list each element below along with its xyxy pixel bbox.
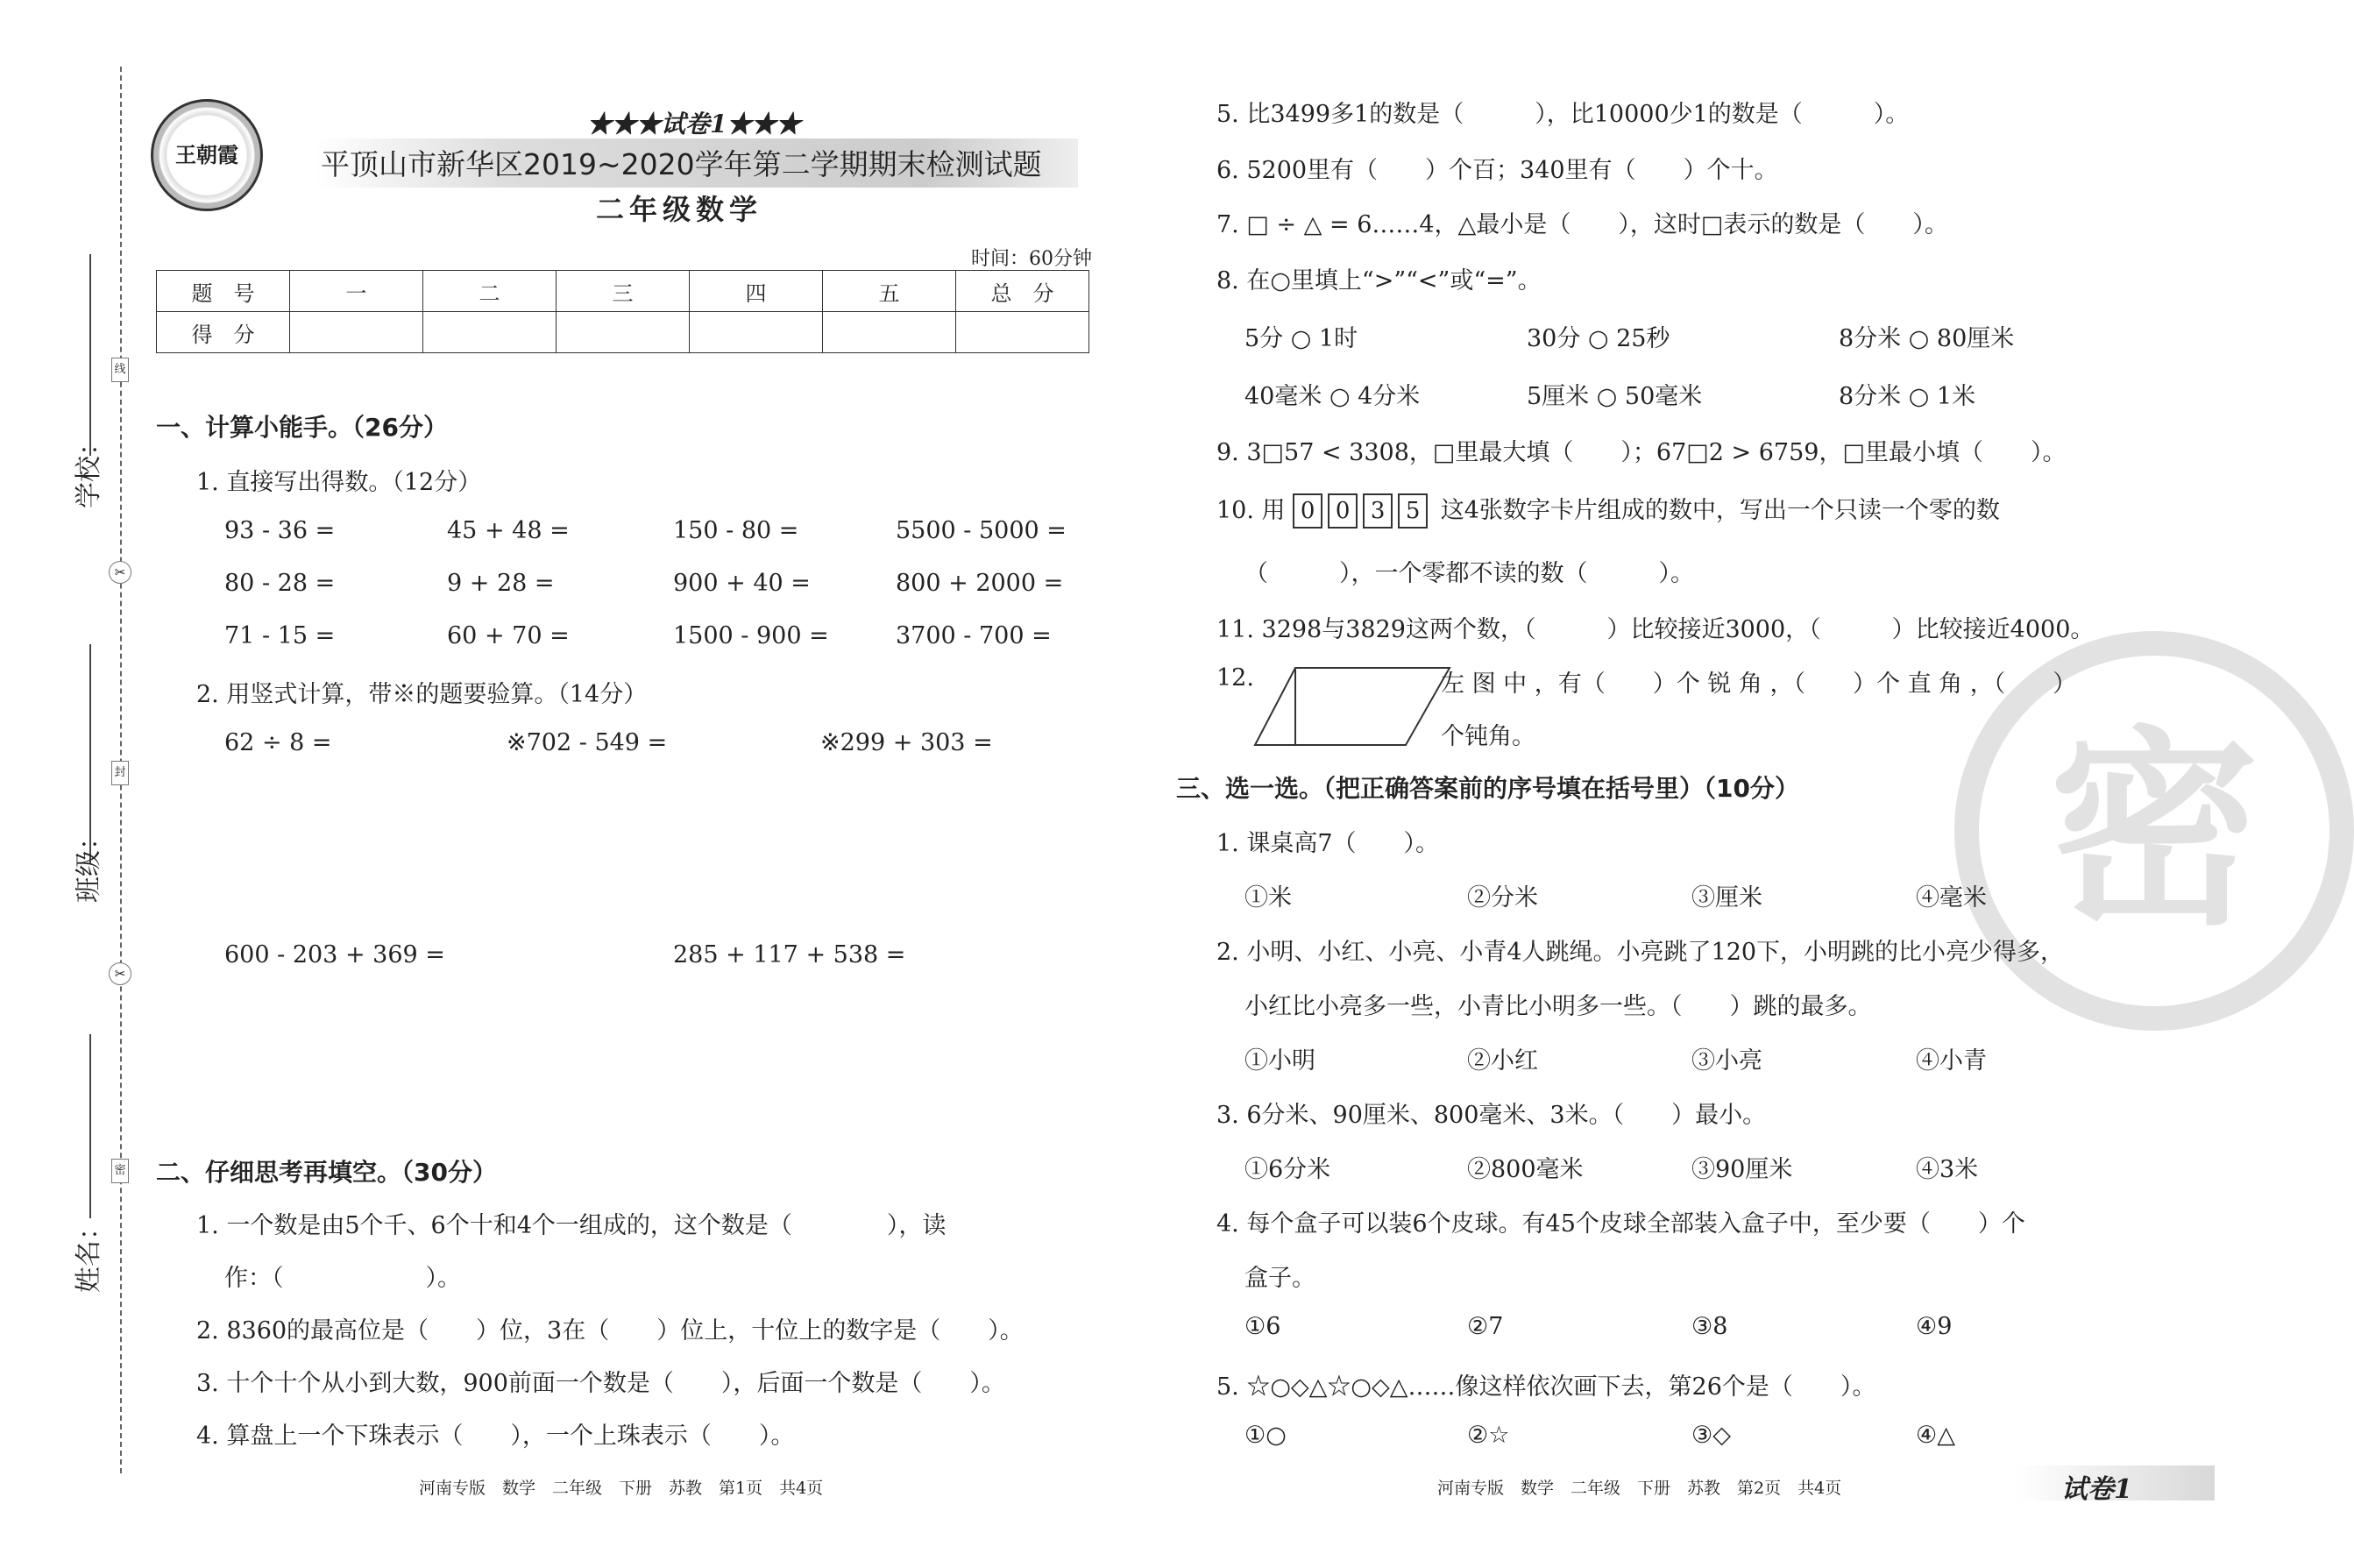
s3-q2-line2: 小红比小亮多一些，小青比小明多一些。（ ）跳的最多。 [1244, 993, 1872, 1020]
s2-q10-prefix: 10. 用 [1216, 497, 1286, 524]
compare-item: 30分 ○ 25秒 [1527, 325, 1670, 352]
calc-item: 93 - 36 = [224, 517, 336, 544]
score-cell: 总 分 [956, 271, 1089, 312]
digit-card: 0 [1328, 493, 1358, 529]
s2-q10-line1 [1216, 491, 2000, 529]
vertical-calc-item: 62 ÷ 8 = [224, 729, 332, 756]
choice-option: ②☆ [1467, 1422, 1510, 1449]
s2-q9: 9. 3□57 < 3308，□里最大填（ ）；67□2 > 6759，□里最小填（ ）。 [1216, 439, 2067, 466]
choice-option: ④小青 [1916, 1047, 1987, 1075]
choice-option: ②小红 [1467, 1047, 1538, 1075]
calc-item: 45 + 48 = [447, 517, 570, 544]
choice-option: ④3米 [1916, 1156, 1979, 1183]
s2-q12-line1: 左 图 中 ，有（ ）个 锐 角 ，（ ）个 直 角 ，（ ） [1441, 670, 2077, 698]
s2-q1-line2: 作：（ ）。 [224, 1265, 461, 1292]
score-cell: 得 分 [157, 312, 290, 353]
s3-q2-line1: 2. 小明、小红、小亮、小青4人跳绳。小亮跳了120下，小明跳的比小亮少得多， [1216, 939, 2065, 966]
choice-option: ④毫米 [1916, 884, 1987, 912]
digit-card: 3 [1363, 493, 1393, 529]
footer-left: 河南专版 数学 二年级 下册 苏教 第1页 共4页 [419, 1479, 824, 1498]
exam-subtitle: 二年级数学 [596, 193, 763, 226]
digit-card: 5 [1398, 493, 1428, 529]
score-cell: 四 [690, 271, 823, 312]
vertical-calc-item: ※702 - 549 = [507, 729, 668, 756]
score-input-cell[interactable] [423, 312, 557, 353]
s2-q4: 4. 算盘上一个下珠表示（ ），一个上珠表示（ ）。 [196, 1423, 795, 1450]
compare-item: 5厘米 ○ 50毫米 [1527, 383, 1703, 410]
score-table [156, 270, 1089, 353]
footer-tag: 试卷1 [2061, 1474, 2132, 1505]
binding-tag-line: 线 [111, 358, 129, 382]
digit-card: 0 [1293, 493, 1322, 529]
s1-q1: 1. 直接写出得数。（12分） [196, 469, 482, 496]
s2-q7: 7. □ ÷ △ = 6……4，△最小是（ ），这时□表示的数是（ ）。 [1216, 211, 1948, 238]
exam-time: 时间：60分钟 [971, 248, 1092, 270]
s2-q8: 8. 在○里填上“>”“<”或“=”。 [1216, 267, 1542, 294]
vertical-calc-item: 285 + 117 + 538 = [673, 941, 906, 968]
calc-item: 1500 - 900 = [673, 622, 829, 649]
secret-stamp: 密 [1954, 631, 2354, 1031]
section3-title: 三、选一选。（把正确答案前的序号填在括号里）（10分） [1176, 774, 1799, 803]
choice-option: ③小亮 [1691, 1047, 1762, 1075]
score-table-header-row [157, 271, 1089, 312]
section1-title: 一、计算小能手。（26分） [156, 413, 448, 442]
choice-option: ①小明 [1244, 1047, 1315, 1075]
s2-q5: 5. 比3499多1的数是（ ），比10000少1的数是（ ）。 [1216, 101, 1910, 128]
choice-option: ③◇ [1691, 1422, 1731, 1449]
score-cell: 题 号 [157, 271, 290, 312]
binding-tag-seal: 封 [111, 761, 129, 785]
name-line [89, 1034, 91, 1218]
name-label: 姓名： [74, 1214, 104, 1293]
score-input-cell[interactable] [823, 312, 956, 353]
s3-q4-line1: 4. 每个盒子可以装6个皮球。有45个皮球全部装入盒子中，至少要（ ）个 [1216, 1210, 2025, 1238]
s3-q4-line2: 盒子。 [1244, 1265, 1315, 1292]
exam-title: 平顶山市新华区2019~2020学年第二学期期末检测试题 [321, 147, 1042, 181]
calc-item: 71 - 15 = [224, 622, 336, 649]
choice-option: ③8 [1691, 1313, 1728, 1340]
s2-q2: 2. 8360的最高位是（ ）位，3在（ ）位上，十位上的数字是（ ）。 [196, 1317, 1024, 1345]
calc-item: 80 - 28 = [224, 570, 336, 597]
s2-q11: 11. 3298与3829这两个数，（ ）比较接近3000，（ ）比较接近4000。 [1216, 616, 2095, 643]
s3-q3: 3. 6分米、90厘米、800毫米、3米。（ ）最小。 [1216, 1102, 1767, 1129]
choice-option: ①○ [1244, 1422, 1287, 1449]
s1-q2: 2. 用竖式计算，带※的题要验算。（14分） [196, 681, 648, 708]
score-input-cell[interactable] [557, 312, 690, 353]
compare-item: 8分米 ○ 1米 [1839, 383, 1976, 410]
compare-item: 5分 ○ 1时 [1244, 325, 1358, 352]
s2-q10-suffix: 这4张数字卡片组成的数中，写出一个只读一个零的数 [1440, 497, 2000, 524]
score-cell: 五 [823, 271, 956, 312]
score-cell: 二 [423, 271, 557, 312]
choice-option: ①米 [1244, 884, 1292, 912]
s3-q5: 5. ☆○◇△☆○◇△……像这样依次画下去，第26个是（ ）。 [1216, 1373, 1876, 1401]
series-label: ★★★试卷1★★★ [587, 110, 801, 138]
choice-option: ④9 [1916, 1313, 1953, 1340]
calc-item: 60 + 70 = [447, 622, 570, 649]
s2-q10-line2: （ ），一个零都不读的数（ ）。 [1244, 560, 1694, 587]
calc-item: 800 + 2000 = [896, 570, 1064, 597]
s2-q1-line1: 1. 一个数是由5个千、6个十和4个一组成的，这个数是（ ），读 [196, 1212, 947, 1239]
section2-title: 二、仔细思考再填空。（30分） [156, 1158, 497, 1187]
scissors-icon: ✂ [109, 962, 131, 985]
s3-q1: 1. 课桌高7（ ）。 [1216, 830, 1440, 857]
school-label: 学校： [74, 429, 104, 508]
class-label: 班级： [74, 824, 104, 903]
score-cell: 一 [290, 271, 423, 312]
choice-option: ①6分米 [1244, 1156, 1331, 1183]
vertical-calc-item: ※299 + 303 = [820, 729, 993, 756]
compare-item: 8分米 ○ 80厘米 [1839, 325, 2015, 352]
parallelogram-figure [1251, 664, 1453, 749]
calc-item: 150 - 80 = [673, 517, 799, 544]
choice-option: ②7 [1467, 1313, 1504, 1340]
school-line [89, 254, 91, 456]
s2-q3: 3. 十个十个从小到大数，900前面一个数是（ ），后面一个数是（ ）。 [196, 1370, 1005, 1397]
scissors-icon: ✂ [109, 561, 131, 584]
choice-option: ①6 [1244, 1313, 1281, 1340]
s2-q6: 6. 5200里有（ ）个百；340里有（ ）个十。 [1216, 157, 1778, 184]
s2-q12-line2: 个钝角。 [1441, 723, 1535, 750]
calc-item: 3700 - 700 = [896, 622, 1052, 649]
publisher-logo: 王朝霞 [151, 99, 263, 211]
score-input-cell[interactable] [956, 312, 1089, 353]
footer-right: 河南专版 数学 二年级 下册 苏教 第2页 共4页 [1437, 1479, 1842, 1498]
calc-item: 900 + 40 = [673, 570, 811, 597]
vertical-calc-item: 600 - 203 + 369 = [224, 941, 445, 968]
choice-option: ②分米 [1467, 884, 1538, 912]
s2-q12-number: 12. [1216, 664, 1254, 692]
score-input-cell[interactable] [690, 312, 823, 353]
score-cell: 三 [557, 271, 690, 312]
score-table-score-row [157, 312, 1089, 353]
choice-option: ④△ [1916, 1422, 1955, 1449]
compare-item: 40毫米 ○ 4分米 [1244, 383, 1421, 410]
calc-item: 9 + 28 = [447, 570, 555, 597]
score-input-cell[interactable] [290, 312, 423, 353]
binding-tag-secret: 密 [111, 1159, 129, 1183]
calc-item: 5500 - 5000 = [896, 517, 1067, 544]
choice-option: ③90厘米 [1691, 1156, 1793, 1183]
choice-option: ③厘米 [1691, 884, 1762, 912]
choice-option: ②800毫米 [1467, 1156, 1584, 1183]
